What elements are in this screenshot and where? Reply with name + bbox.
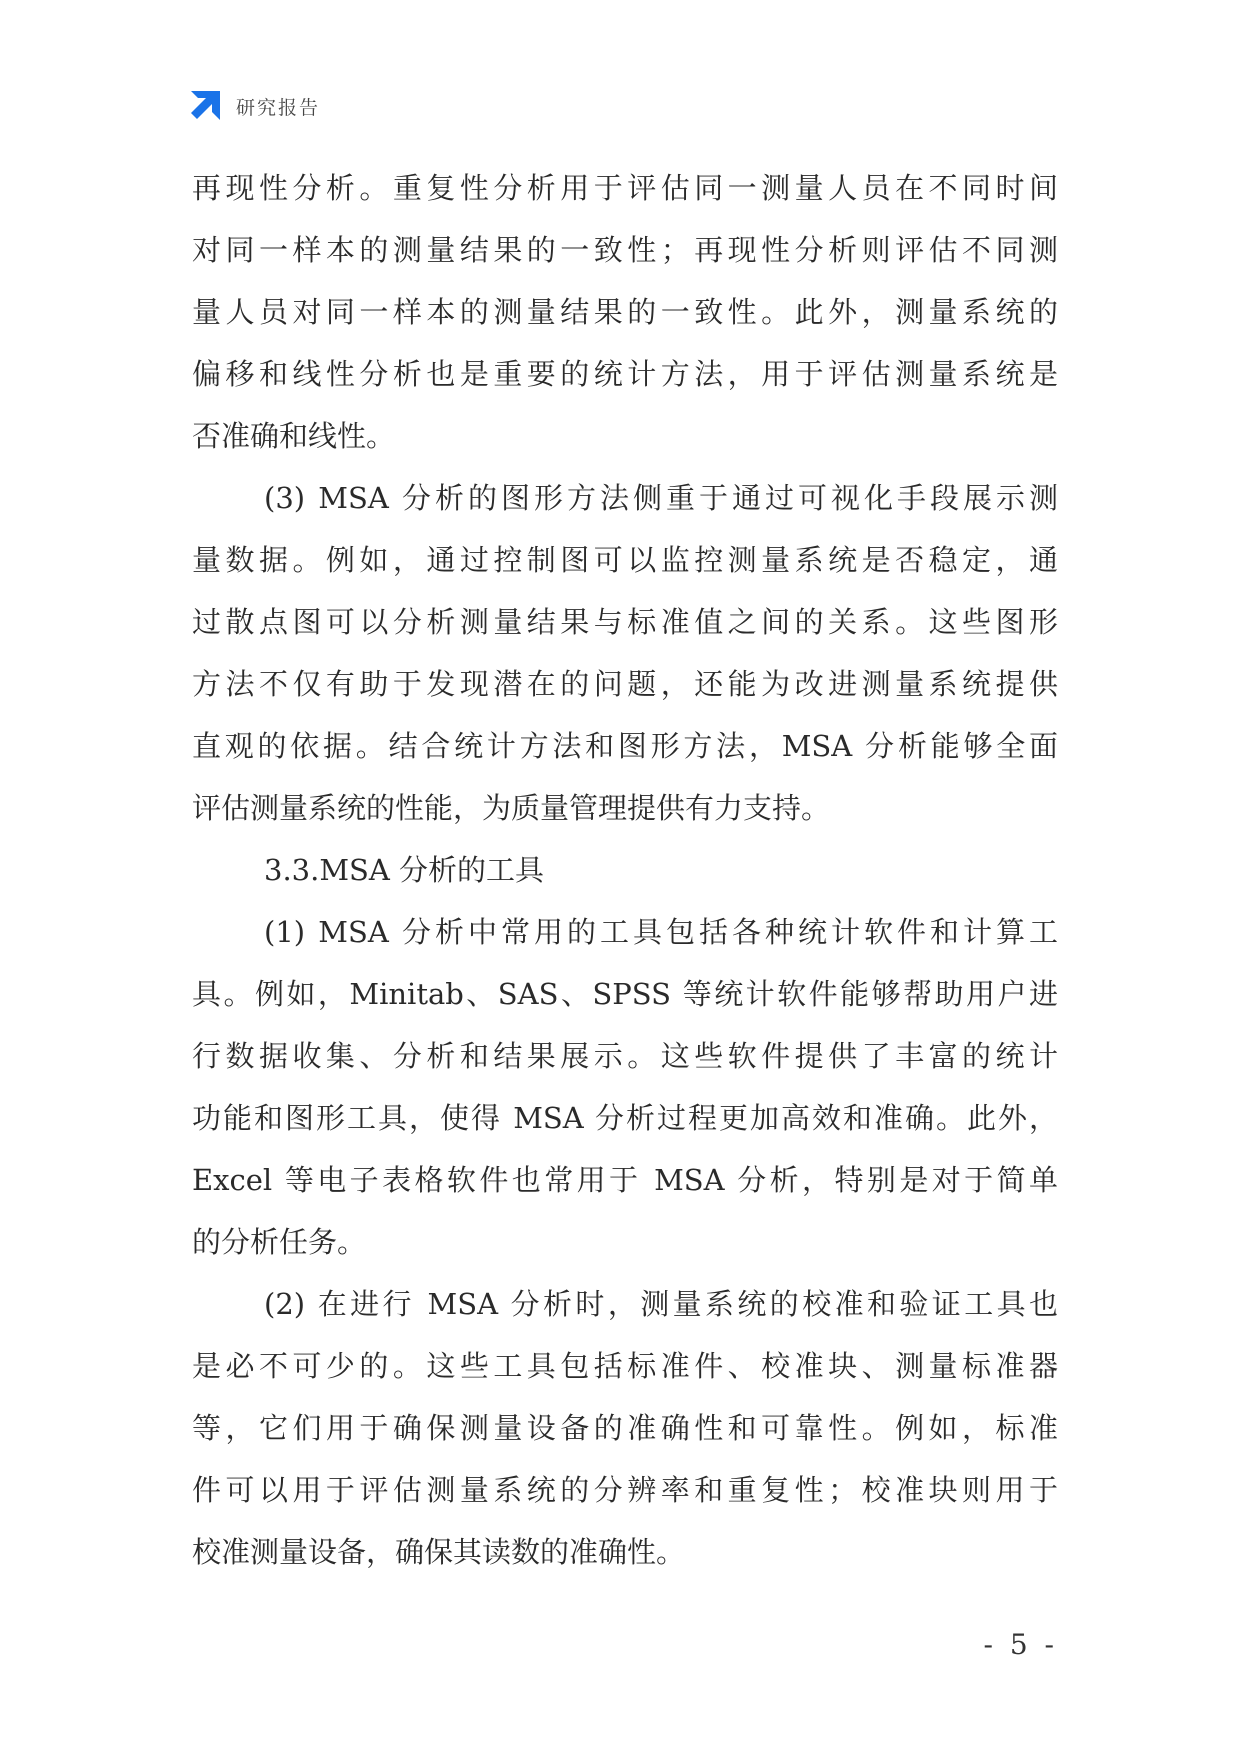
text-line: 再现性分析。重复性分析用于评估同一测量人员在不同时间 <box>192 171 1058 205</box>
text-line: 的分析任务。 <box>192 1225 367 1259</box>
text-line: 行数据收集、分析和结果展示。这些软件提供了丰富的统计 <box>192 1039 1058 1073</box>
text-line: (2) 在进行 MSA 分析时，测量系统的校准和验证工具也 <box>264 1287 1058 1321</box>
text-line: 量数据。例如，通过控制图可以监控测量系统是否稳定，通 <box>192 543 1058 577</box>
text-line: (3) MSA 分析的图形方法侧重于通过可视化手段展示测 <box>264 481 1058 515</box>
text-line: 直观的依据。结合统计方法和图形方法，MSA 分析能够全面 <box>192 729 1058 763</box>
text-line: 件可以用于评估测量系统的分辨率和重复性；校准块则用于 <box>192 1473 1058 1507</box>
text-line: 方法不仅有助于发现潜在的问题，还能为改进测量系统提供 <box>192 667 1058 701</box>
text-line: 校准测量设备，确保其读数的准确性。 <box>192 1535 686 1569</box>
header-title: 研究报告 <box>236 96 321 119</box>
text-line: 功能和图形工具，使得 MSA 分析过程更加高效和准确。此外， <box>192 1101 1058 1135</box>
text-line: 对同一样本的测量结果的一致性；再现性分析则评估不同测 <box>192 233 1058 267</box>
body-text <box>192 157 1058 1583</box>
page-number: - 5 - <box>983 1628 1058 1661</box>
page-header <box>188 88 320 124</box>
text-line: 等，它们用于确保测量设备的准确性和可靠性。例如，标准 <box>192 1411 1058 1445</box>
arrow-up-right-icon <box>188 89 222 123</box>
text-line: 过散点图可以分析测量结果与标准值之间的关系。这些图形 <box>192 605 1058 639</box>
text-line: Excel 等电子表格软件也常用于 MSA 分析，特别是对于简单 <box>192 1163 1058 1197</box>
text-line: 偏移和线性分析也是重要的统计方法，用于评估测量系统是 <box>192 357 1058 391</box>
text-line: (1) MSA 分析中常用的工具包括各种统计软件和计算工 <box>264 915 1058 949</box>
text-line: 具。例如，Minitab、SAS、SPSS 等统计软件能够帮助用户进 <box>192 977 1058 1011</box>
text-line: 评估测量系统的性能，为质量管理提供有力支持。 <box>192 791 831 825</box>
text-line: 否准确和线性。 <box>192 419 396 453</box>
section-heading: 3.3.MSA 分析的工具 <box>264 853 545 887</box>
text-line: 是必不可少的。这些工具包括标准件、校准块、测量标准器 <box>192 1349 1058 1383</box>
text-line: 量人员对同一样本的测量结果的一致性。此外，测量系统的 <box>192 295 1058 329</box>
